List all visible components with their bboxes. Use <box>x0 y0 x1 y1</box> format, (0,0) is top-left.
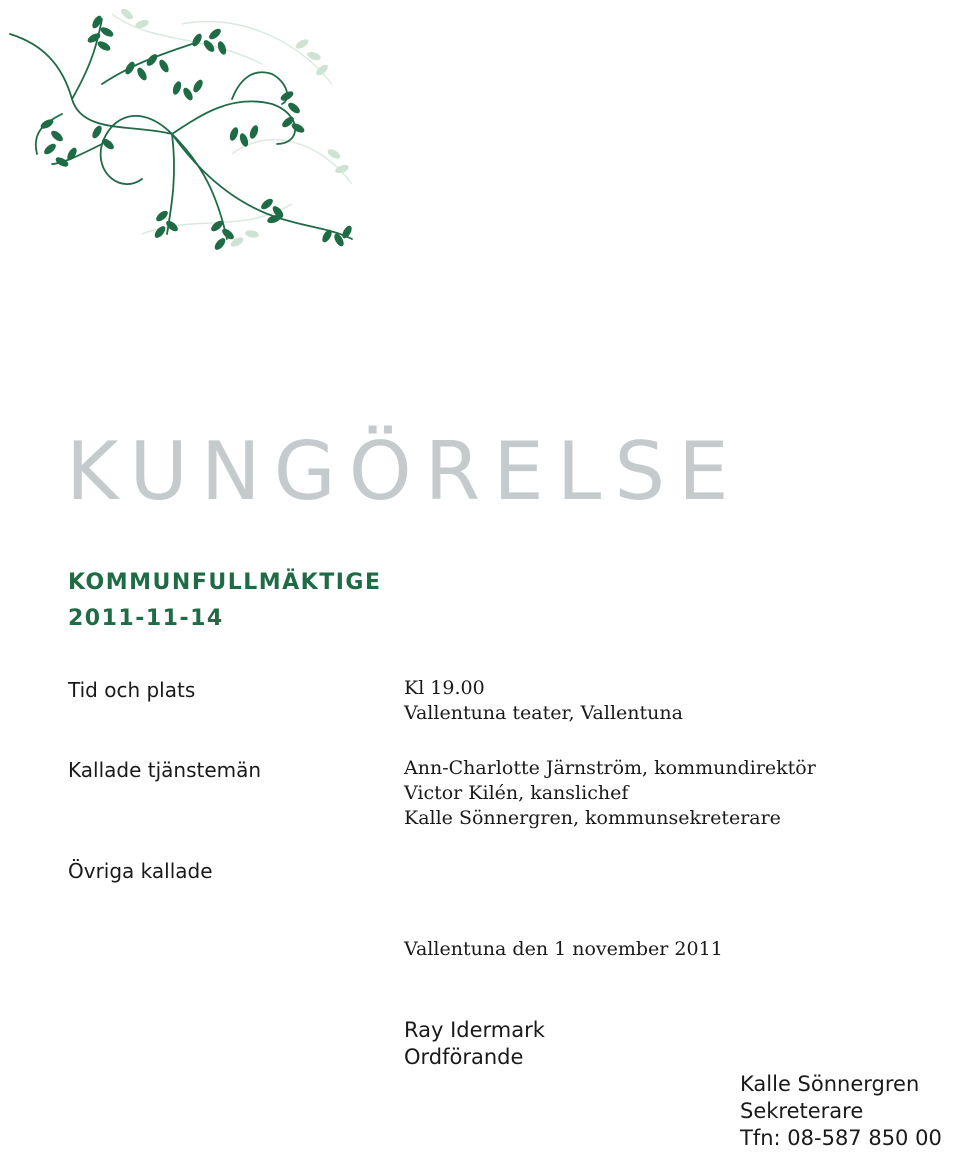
place-line: Vallentuna teater, Vallentuna <box>404 702 683 724</box>
official-item: Kalle Sönnergren, kommunsekreterare <box>404 807 781 829</box>
chair-name: Ray Idermark <box>404 1018 545 1042</box>
time-line: Kl 19.00 <box>404 677 485 699</box>
official-item: Victor Kilén, kanslichef <box>404 782 629 804</box>
secretary-name: Kalle Sönnergren <box>740 1072 920 1096</box>
chair-role: Ordförande <box>404 1045 524 1069</box>
place-date-line: Vallentuna den 1 november 2011 <box>404 938 723 960</box>
secretary-role: Sekreterare <box>740 1099 864 1123</box>
time-place-value <box>404 676 683 726</box>
leafy-vine-ornament-icon <box>2 4 362 254</box>
chair-signature <box>404 1017 545 1071</box>
secretary-phone: Tfn: 08-587 850 00 <box>740 1126 942 1150</box>
page-title: KUNGÖRELSE <box>66 425 742 518</box>
officials-label: Kallade tjänstemän <box>68 758 262 782</box>
officials-list <box>404 756 816 831</box>
time-place-label: Tid och plats <box>68 678 196 702</box>
body-name: KOMMUNFULLMÄKTIGE <box>68 570 382 595</box>
others-label: Övriga kallade <box>68 859 213 883</box>
meeting-date: 2011-11-14 <box>68 606 224 631</box>
official-item: Ann-Charlotte Järnström, kommundirektör <box>404 757 816 779</box>
secretary-signature <box>740 1071 942 1152</box>
